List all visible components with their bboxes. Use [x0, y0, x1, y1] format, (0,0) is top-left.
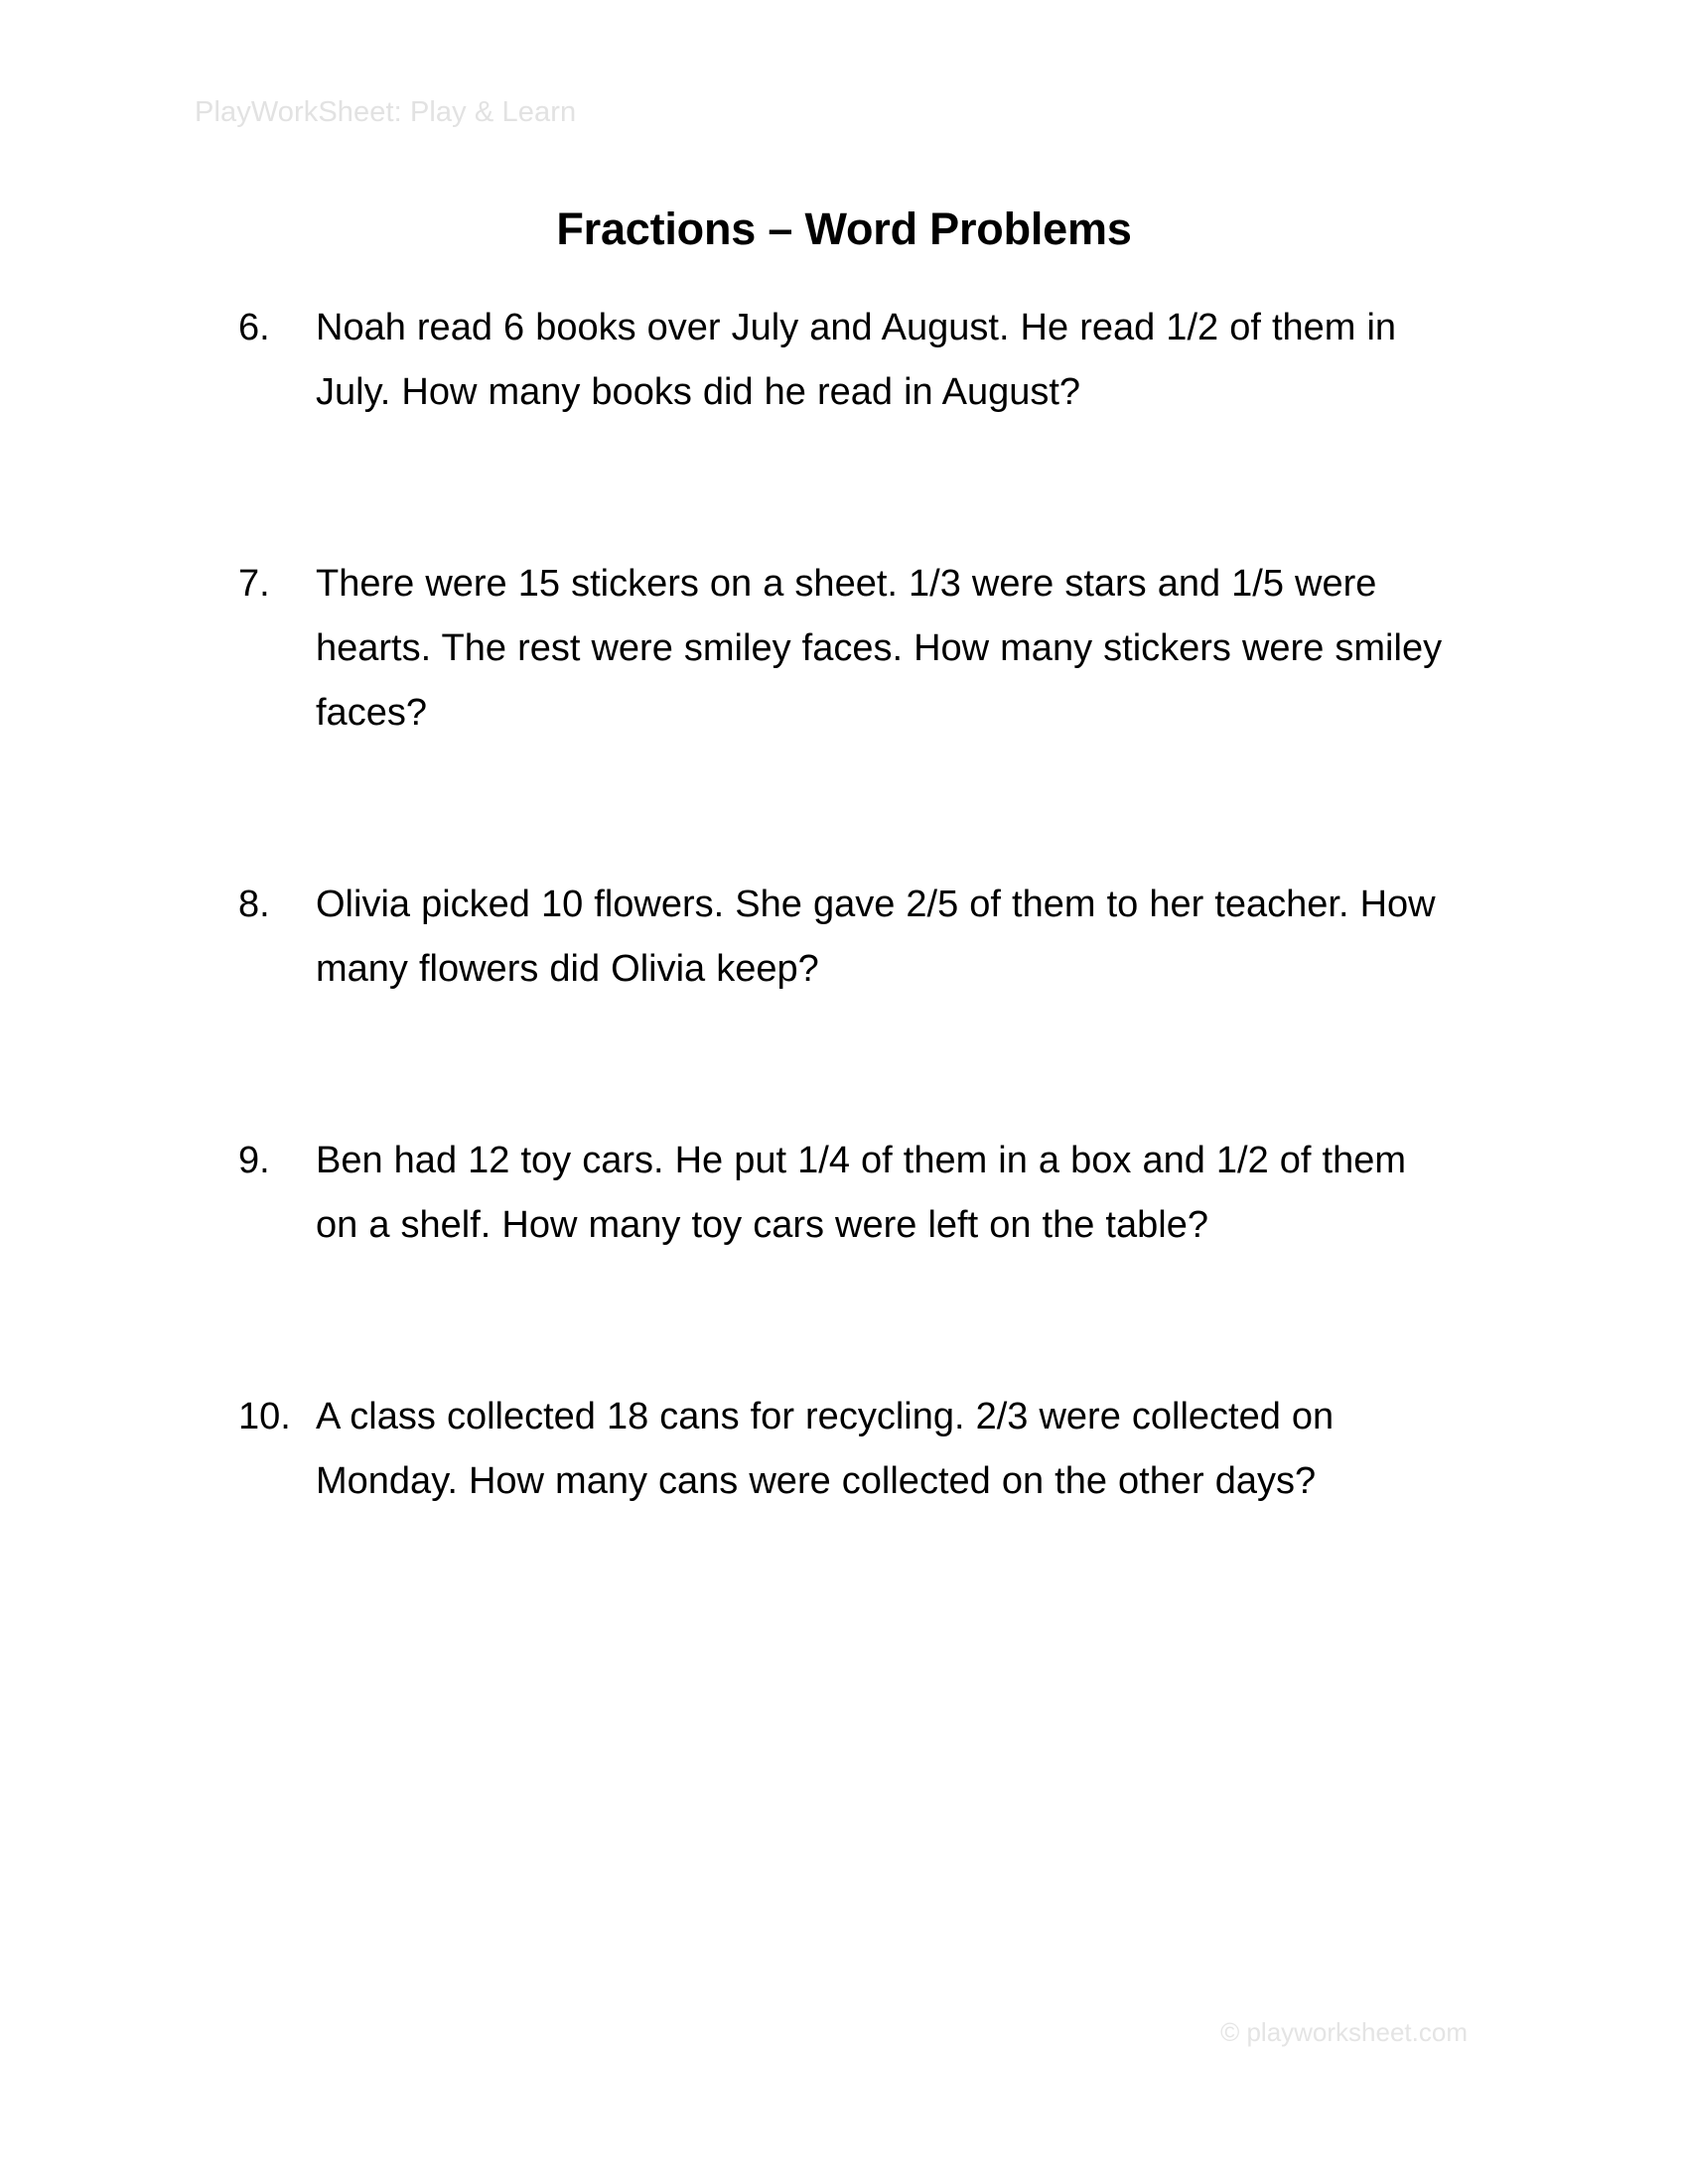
- problem-number: 6.: [238, 307, 270, 348]
- problem-number: 9.: [238, 1140, 270, 1181]
- list-item: [238, 1129, 1450, 1258]
- problem-list: [199, 296, 1450, 1514]
- problem-text: Ben had 12 toy cars. He put 1/4 of them in a box and 1/2 of them on a shelf. How many toy cars were left on the table?: [316, 1140, 1407, 1246]
- problem-text: Noah read 6 books over July and August. He read 1/2 of them in July. How many books did he read in August?: [316, 307, 1397, 413]
- list-item: [238, 296, 1450, 425]
- brand-header: PlayWorkSheet: Play & Learn: [195, 96, 577, 128]
- footer-credit: © playworksheet.com: [1220, 2017, 1468, 2047]
- list-item: [238, 552, 1450, 746]
- problem-number: 10.: [238, 1396, 291, 1437]
- list-item: [238, 1385, 1450, 1514]
- problem-text: A class collected 18 cans for recycling. 2/3 were collected on Monday. How many cans were collected on the other days?: [316, 1396, 1335, 1502]
- page-title: Fractions – Word Problems: [556, 204, 1132, 255]
- problem-number: 8.: [238, 884, 270, 925]
- problem-text: There were 15 stickers on a sheet. 1/3 were stars and 1/5 were hearts. The rest were smiley faces. How many stickers were smiley faces?: [316, 563, 1443, 734]
- list-item: [238, 873, 1450, 1002]
- problem-number: 7.: [238, 563, 270, 605]
- problem-text: Olivia picked 10 flowers. She gave 2/5 of them to her teacher. How many flowers did Olivia keep?: [316, 884, 1436, 990]
